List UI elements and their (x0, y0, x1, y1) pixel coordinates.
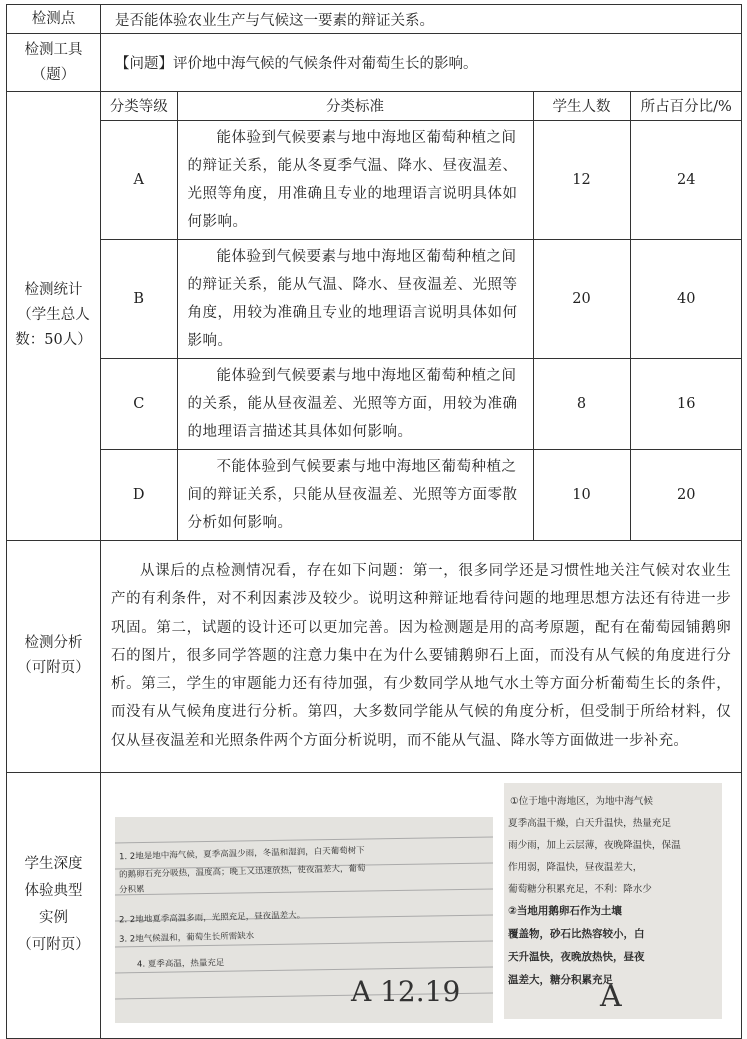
table-row (101, 239, 742, 358)
handwriting-line: 4. 夏季高温，热量充足 (136, 958, 225, 970)
handwriting-line: 2. 2地地夏季高温多雨，光照充足，昼夜温差大。 (118, 910, 306, 926)
examples-photos (101, 773, 740, 1037)
handwriting-line: ①位于地中海地区，为地中海气候 (510, 796, 653, 807)
tool-content: 【问题】评价地中海气候的气候条件对葡萄生长的影响。 (101, 34, 742, 92)
count-cell: 10 (533, 449, 630, 540)
analysis-label-line1: 检测分析 (24, 635, 83, 651)
handwriting-line: 覆盖物，砂石比热容较小，白 (508, 928, 645, 940)
handwriting-line: 天升温快，夜晚放热快，昼夜 (508, 951, 645, 963)
worksheet (6, 4, 741, 1039)
grade-cell: A (101, 120, 177, 239)
percent-cell: 24 (630, 120, 742, 239)
stats-cell (101, 92, 742, 541)
handwriting-line: ②当地用鹅卵石作为土壤 (508, 905, 622, 917)
stats-label (7, 92, 101, 541)
analysis-label-line2: （可附页） (17, 660, 90, 676)
check-point-label: 检测点 (7, 5, 101, 34)
grade-mark-left: A 12.19 (351, 975, 461, 1008)
handwriting-line: 3. 2地气候温和，葡萄生长所需缺水 (118, 931, 255, 945)
handwriting-line: 的鹅卵石充分吸热，温度高；晚上又迅速放热，使夜温差大，葡萄 (118, 863, 366, 881)
analysis-label (7, 540, 101, 772)
criteria-cell: 不能体验到气候要素与地中海地区葡萄种植之间的辩证关系，只能从昼夜温差、光照等方面零散分析如何影响。 (177, 449, 533, 540)
stats-label-line3: 数：50人） (15, 332, 92, 349)
grade-cell: B (101, 239, 177, 358)
count-cell: 8 (533, 358, 630, 449)
percent-cell: 40 (630, 239, 742, 358)
tool-label (7, 34, 101, 92)
examples-label-line4: （可附页） (17, 937, 90, 953)
handwriting-line: 雨少雨，加上云层薄，夜晚降温快，保温 (508, 840, 681, 851)
stats-label-line2: （学生总人 (17, 307, 90, 324)
grade-cell: C (101, 358, 177, 449)
worksheet-table (6, 4, 742, 1039)
tool-label-line2: （题） (31, 66, 76, 83)
student-answer-photo-right (504, 783, 722, 1019)
header-grade: 分类等级 (101, 92, 177, 120)
count-cell: 12 (533, 120, 630, 239)
handwriting-line: 作用弱，降温快，昼夜温差大， (508, 862, 643, 873)
examples-label-line1: 学生深度 (24, 856, 83, 872)
handwriting-line: 葡萄糖分积累充足，不利：降水少 (508, 884, 652, 895)
student-answer-photo-left (115, 817, 493, 1023)
table-row (101, 120, 742, 239)
stats-header-row (101, 92, 742, 120)
check-point-row (7, 5, 742, 34)
tool-label-line1: 检测工具 (24, 41, 83, 58)
handwriting-line: 温差大，糖分积累充足 (508, 974, 613, 986)
examples-label (7, 772, 101, 1038)
grade-mark-right: A (600, 979, 622, 1014)
table-row (101, 358, 742, 449)
header-criteria: 分类标准 (177, 92, 533, 120)
handwriting-line: 1. 2地是地中海气候，夏季高温少雨，冬温和湿润，白天葡萄树下 (118, 845, 365, 863)
examples-label-line3: 实例 (39, 910, 68, 926)
examples-cell (101, 772, 742, 1038)
analysis-row (7, 540, 742, 772)
handwriting-line: 分积累 (118, 884, 145, 896)
header-count: 学生人数 (533, 92, 630, 120)
examples-row (7, 772, 742, 1038)
criteria-cell: 能体验到气候要素与地中海地区葡萄种植之间的辩证关系，能从气温、降水、昼夜温差、光照等角度，用较为准确且专业的地理语言说明具体如何影响。 (177, 239, 533, 358)
check-point-content: 是否能体验农业生产与气候这一要素的辩证关系。 (101, 5, 742, 34)
percent-cell: 16 (630, 358, 742, 449)
stats-row (7, 92, 742, 541)
stats-table (101, 92, 742, 540)
criteria-cell: 能体验到气候要素与地中海地区葡萄种植之间的辩证关系，能从冬夏季气温、降水、昼夜温差、光照等角度，用准确且专业的地理语言说明具体如何影响。 (177, 120, 533, 239)
examples-label-line2: 体验典型 (24, 883, 83, 899)
criteria-cell: 能体验到气候要素与地中海地区葡萄种植之间的关系，能从昼夜温差、光照等方面，用较为准确的地理语言描述其具体如何影响。 (177, 358, 533, 449)
header-percent: 所占百分比/% (630, 92, 742, 120)
analysis-content: 从课后的点检测情况看，存在如下问题：第一，很多同学还是习惯性地关注气候对农业生产的有利条件，对不利因素涉及较少。说明这种辩证地看待问题的地理思想方法还有待进一步巩固。第二，试题的设计还可以更加完善。因为检测题是用的高考原题，配有在葡萄园铺鹅卵石的图片，很多同学答题的注意力集中在为什么要铺鹅卵石上面，而没有从气候的角度进行分析。第三，学生的审题能力还有待加强，有少数同学从地气水土等方面分析葡萄生长的条件，而没有从气候角度进行分析。第四，大多数同学能从气候的角度分析，但受制于所给材料，仅仅从昼夜温差和光照条件两个方面分析说明，而不能从气温、降水等方面做进一步补充。 (101, 540, 742, 772)
table-row (101, 449, 742, 540)
tool-row (7, 34, 742, 92)
count-cell: 20 (533, 239, 630, 358)
percent-cell: 20 (630, 449, 742, 540)
handwriting-line: 夏季高温干燥，白天升温快，热量充足 (508, 818, 672, 829)
stats-label-line1: 检测统计 (24, 282, 83, 299)
grade-cell: D (101, 449, 177, 540)
